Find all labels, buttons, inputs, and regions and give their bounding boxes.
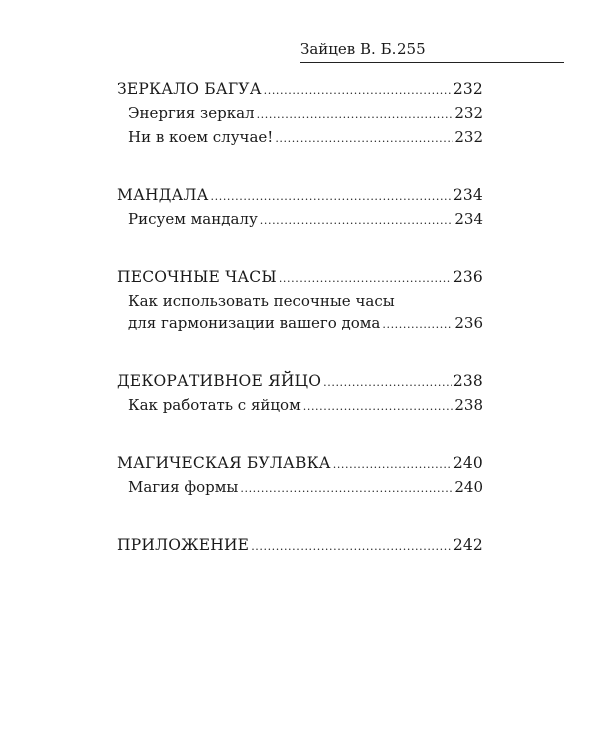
dot-leader xyxy=(303,396,454,418)
subentry-title: Магия формы xyxy=(128,478,239,496)
chapter-page: 242 xyxy=(452,536,483,554)
dot-leader xyxy=(323,372,452,394)
dot-leader xyxy=(251,536,452,558)
dot-leader xyxy=(211,186,452,208)
table-of-contents xyxy=(117,78,483,558)
subentry-page: 236 xyxy=(454,314,483,332)
chapter-title: ПРИЛОЖЕНИЕ xyxy=(117,536,250,554)
subentry-title: Рисуем мандалу xyxy=(128,210,258,228)
chapter-title: МАГИЧЕСКАЯ БУЛАВКА xyxy=(117,454,331,472)
toc-chapter-entry[interactable] xyxy=(117,78,483,102)
chapter-page: 240 xyxy=(452,454,483,472)
chapter-title: ЗЕРКАЛО БАГУА xyxy=(117,80,262,98)
toc-section xyxy=(117,370,483,418)
toc-chapter-entry[interactable] xyxy=(117,452,483,476)
dot-leader xyxy=(260,210,454,232)
toc-subentry[interactable] xyxy=(117,102,483,126)
chapter-page: 232 xyxy=(452,80,483,98)
toc-chapter-entry[interactable] xyxy=(117,266,483,290)
subentry-page: 240 xyxy=(454,478,483,496)
subentry-title: Как работать с яйцом xyxy=(128,396,301,414)
toc-subentry[interactable] xyxy=(117,126,483,150)
dot-leader xyxy=(264,80,452,102)
dot-leader xyxy=(382,314,453,336)
toc-chapter-entry[interactable] xyxy=(117,370,483,394)
subentry-title: Ни в коем случае! xyxy=(128,128,274,146)
subentry-title: для гармонизации вашего дома xyxy=(128,314,381,332)
toc-section xyxy=(117,452,483,500)
chapter-title: МАНДАЛА xyxy=(117,186,209,204)
dot-leader xyxy=(257,104,454,126)
toc-subentry[interactable] xyxy=(117,394,483,418)
toc-section xyxy=(117,534,483,558)
dot-leader xyxy=(279,268,452,290)
header-author: Зайцев В. Б. xyxy=(300,40,397,58)
toc-section xyxy=(117,184,483,232)
subentry-page: 232 xyxy=(454,128,483,146)
chapter-page: 234 xyxy=(452,186,483,204)
header-page-number: 255 xyxy=(397,40,426,58)
toc-chapter-entry[interactable] xyxy=(117,534,483,558)
chapter-title: ДЕКОРАТИВНОЕ ЯЙЦО xyxy=(117,372,322,390)
dot-leader xyxy=(240,478,453,500)
toc-section xyxy=(117,266,483,336)
dot-leader xyxy=(275,128,453,150)
toc-subentry[interactable] xyxy=(117,312,483,336)
toc-section xyxy=(117,78,483,150)
subentry-title-line[interactable]: Как использовать песочные часы xyxy=(128,292,395,310)
toc-chapter-entry[interactable] xyxy=(117,184,483,208)
running-header xyxy=(300,38,564,63)
chapter-page: 236 xyxy=(452,268,483,286)
chapter-title: ПЕСОЧНЫЕ ЧАСЫ xyxy=(117,268,277,286)
subentry-title: Энергия зеркал xyxy=(128,104,255,122)
subentry-page: 238 xyxy=(454,396,483,414)
subentry-page: 234 xyxy=(454,210,483,228)
toc-subentry[interactable] xyxy=(117,476,483,500)
dot-leader xyxy=(333,454,452,476)
subentry-page: 232 xyxy=(454,104,483,122)
toc-subentry[interactable] xyxy=(117,208,483,232)
chapter-page: 238 xyxy=(452,372,483,390)
